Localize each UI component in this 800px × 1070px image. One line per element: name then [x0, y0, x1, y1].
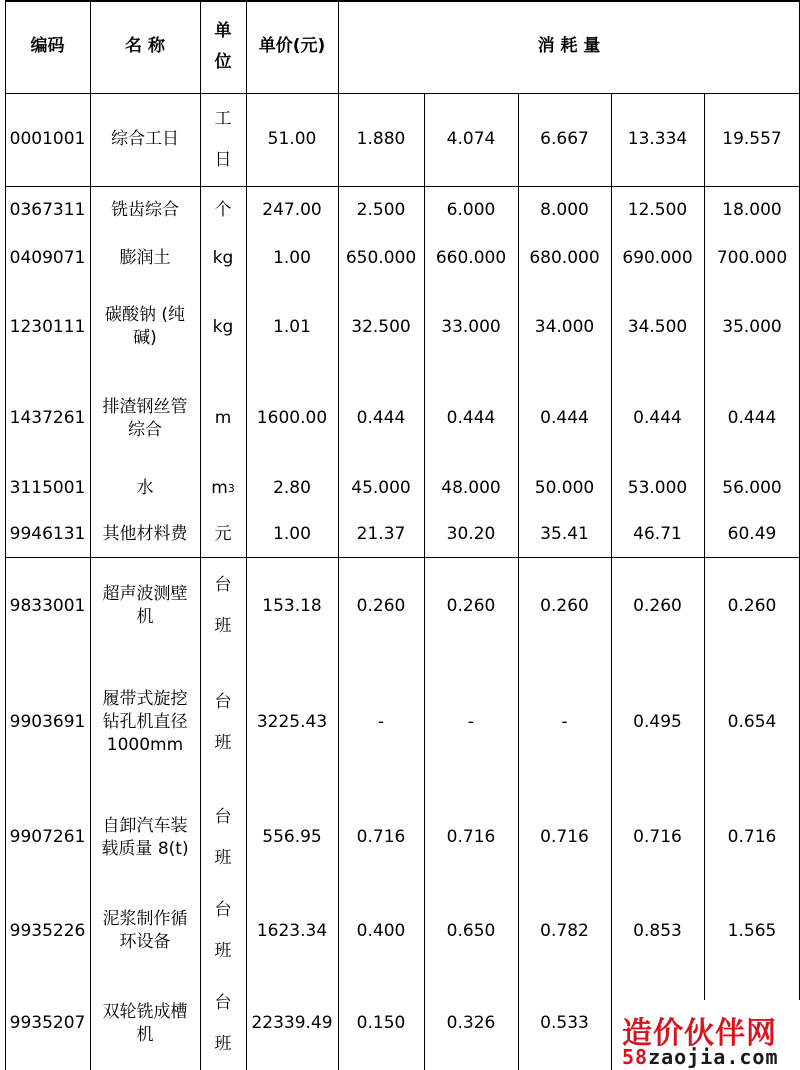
item-price: 2.80 — [273, 478, 311, 498]
item-price: 153.18 — [262, 595, 322, 616]
item-name-line-1: 履带式旋挖 — [102, 689, 188, 709]
item-unit-line-1: 台 — [214, 900, 232, 920]
item-unit-line-1: 台 — [214, 575, 232, 595]
item-name: 铣齿综合 — [111, 200, 179, 220]
consumption-value-2: - — [467, 712, 475, 732]
consumption-value-5: 35.000 — [722, 316, 782, 337]
item-price: 22339.49 — [251, 1013, 333, 1033]
item-price: 247.00 — [262, 200, 322, 220]
item-unit: 个 — [214, 200, 232, 220]
item-name — [90, 790, 200, 885]
item-name: 膨润土 — [119, 248, 171, 268]
consumption-value-2: 660.000 — [435, 248, 507, 268]
consumption-value-1: 0.150 — [356, 1013, 406, 1033]
consumption-value-5: 60.49 — [727, 524, 777, 544]
consumption-value-4: 0.853 — [633, 920, 682, 941]
item-price: 1.01 — [273, 316, 311, 337]
item-code: 9833001 — [9, 595, 86, 616]
item-price: 1.00 — [273, 524, 311, 544]
consumption-value-1: 0.716 — [356, 827, 406, 847]
consumption-value-5: 700.000 — [716, 248, 788, 268]
consumption-value-4: 0.444 — [633, 408, 682, 428]
item-unit — [200, 885, 246, 977]
consumption-value-2: 33.000 — [441, 316, 501, 337]
consumption-value-2: 0.444 — [446, 408, 496, 428]
item-name-line-2: 机 — [136, 1024, 154, 1045]
consumption-value-3: 8.000 — [540, 200, 589, 220]
header-name: 名 称 — [125, 36, 165, 56]
consumption-value-1: 45.000 — [351, 478, 411, 498]
consumption-value-3: 35.41 — [540, 524, 589, 544]
header-price: 单价(元) — [258, 36, 326, 56]
consumption-value-4: 12.500 — [627, 200, 688, 220]
item-name-line-2: 机 — [136, 607, 154, 627]
consumption-value-3: 0.533 — [540, 1013, 589, 1033]
item-name — [90, 282, 200, 372]
item-unit: m — [214, 408, 232, 428]
consumption-value-2: 4.074 — [446, 129, 496, 149]
consumption-value-1: 1.880 — [356, 129, 406, 149]
consumption-value-1: 650.000 — [345, 248, 417, 268]
consumption-value-2: 0.716 — [446, 827, 496, 847]
consumption-value-2: 6.000 — [446, 200, 496, 220]
header-consumption: 消 耗 量 — [537, 36, 601, 56]
consumption-value-1: 0.260 — [356, 595, 406, 616]
consumption-value-3: 0.260 — [540, 595, 589, 616]
consumption-value-4: 0.260 — [633, 595, 682, 616]
item-price: 1.00 — [273, 248, 311, 268]
consumption-value-3: 50.000 — [534, 478, 595, 498]
item-name: 其他材料费 — [102, 524, 188, 544]
item-unit — [200, 655, 246, 790]
item-code: 9946131 — [9, 524, 86, 544]
header-code: 编码 — [30, 36, 65, 56]
item-unit-line-2: 班 — [214, 847, 232, 868]
item-name — [90, 655, 200, 790]
item-name-line-1: 泥浆制作循 — [102, 909, 188, 929]
consumption-value-2: 48.000 — [441, 478, 501, 498]
item-code: 9935226 — [9, 920, 86, 941]
item-price: 1600.00 — [256, 408, 328, 428]
item-unit-line-2: 日 — [214, 149, 232, 170]
item-name: 水 — [136, 478, 154, 498]
consumption-value-3: - — [561, 712, 568, 732]
consumption-value-3: 680.000 — [529, 248, 600, 268]
consumption-value-3: 0.444 — [540, 408, 589, 428]
item-unit: kg — [212, 316, 234, 337]
watermark-url — [622, 1045, 779, 1069]
item-unit — [200, 790, 246, 885]
item-unit-line-1: 工 — [214, 108, 232, 129]
watermark-url-number: 58 — [622, 1045, 649, 1069]
consumption-value-3: 34.000 — [534, 316, 595, 337]
item-unit-line-1: 台 — [214, 691, 232, 712]
item-name-line-2: 载质量 8(t) — [101, 838, 189, 859]
item-unit: 元 — [214, 524, 232, 544]
consumption-value-2: 0.326 — [446, 1013, 496, 1033]
item-price: 51.00 — [267, 129, 317, 149]
consumption-value-5: 0.444 — [727, 408, 777, 428]
consumption-value-1: 21.37 — [356, 524, 406, 544]
item-name-line-1: 双轮铣成槽 — [102, 1001, 188, 1022]
consumption-value-4: 53.000 — [627, 478, 688, 498]
item-unit — [200, 977, 246, 1070]
consumption-value-1: 2.500 — [356, 200, 406, 220]
item-name — [90, 557, 200, 655]
item-code: 9935207 — [9, 1013, 86, 1033]
consumption-value-4: 0.716 — [633, 827, 682, 847]
consumption-value-1: 0.444 — [356, 408, 406, 428]
item-unit-line-1: 台 — [214, 806, 232, 827]
consumption-value-1: 0.400 — [356, 920, 406, 941]
consumption-value-4: 0.495 — [633, 712, 682, 732]
header-unit — [200, 0, 246, 93]
item-name-line-2: 碱) — [133, 328, 157, 348]
item-code: 0367311 — [9, 200, 86, 220]
item-code: 0001001 — [9, 129, 86, 149]
consumption-value-5: 0.716 — [727, 827, 777, 847]
consumption-value-5: 1.565 — [727, 920, 777, 941]
item-code: 1437261 — [9, 408, 86, 428]
consumption-value-4: 13.334 — [627, 129, 688, 149]
consumption-value-4: 46.71 — [633, 524, 682, 544]
consumption-value-3: 0.716 — [540, 827, 589, 847]
item-name-line-1: 排渣钢丝管 — [102, 396, 188, 417]
consumption-value-4: 34.500 — [627, 316, 688, 337]
watermark-url-domain: zaojia.com — [648, 1045, 779, 1069]
item-unit: m 3 — [211, 478, 235, 498]
header-unit-line1: 单 — [214, 20, 232, 41]
consumption-value-4: 690.000 — [622, 248, 693, 268]
item-unit-line-2: 班 — [214, 732, 232, 753]
consumption-value-2: 0.260 — [446, 595, 496, 616]
consumption-value-1: - — [377, 712, 385, 732]
consumption-value-5: 0.260 — [727, 595, 777, 616]
watermark-title: 造价伙伴网 — [622, 1016, 777, 1051]
item-code: 0409071 — [9, 248, 86, 268]
item-unit: kg — [212, 248, 234, 268]
item-name-line-1: 超声波测壁 — [102, 584, 188, 604]
item-name-line-2: 综合 — [128, 419, 162, 440]
item-name-line-1: 自卸汽车装 — [102, 815, 188, 836]
item-unit-line-2: 班 — [214, 941, 232, 961]
consumption-value-3: 0.782 — [540, 920, 589, 941]
consumption-value-5: 19.557 — [722, 129, 782, 149]
consumption-value-5: 56.000 — [722, 478, 782, 498]
item-name: 综合工日 — [111, 129, 179, 149]
item-unit-line-2: 班 — [214, 616, 232, 636]
consumption-value-2: 30.20 — [446, 524, 496, 544]
item-name-line-2: 环设备 — [119, 932, 171, 952]
consumption-value-2: 0.650 — [446, 920, 496, 941]
item-price: 556.95 — [262, 827, 322, 847]
item-name — [90, 977, 200, 1070]
item-name — [90, 372, 200, 465]
item-code: 1230111 — [9, 316, 86, 337]
item-unit — [200, 93, 246, 186]
consumption-value-3: 6.667 — [540, 129, 589, 149]
site-watermark — [612, 1000, 800, 1070]
item-price: 3225.43 — [256, 712, 328, 732]
header-unit-line2: 位 — [214, 51, 232, 72]
item-code: 9907261 — [9, 827, 86, 847]
item-unit — [200, 557, 246, 655]
item-unit-line-1: 台 — [214, 992, 232, 1013]
consumption-value-5: 18.000 — [722, 200, 782, 220]
consumption-value-1: 32.500 — [351, 316, 411, 337]
item-name-line-1: 碳酸钠 (纯 — [104, 305, 186, 325]
item-unit-line-2: 班 — [214, 1033, 232, 1054]
consumption-value-5: 0.654 — [727, 712, 777, 732]
item-name-line-2: 钻孔机直径 — [102, 712, 188, 732]
item-code: 9903691 — [9, 712, 86, 732]
item-name-line-3: 1000mm — [106, 735, 184, 755]
item-code: 3115001 — [9, 478, 86, 498]
item-price: 1623.34 — [256, 920, 328, 941]
item-name — [90, 885, 200, 977]
